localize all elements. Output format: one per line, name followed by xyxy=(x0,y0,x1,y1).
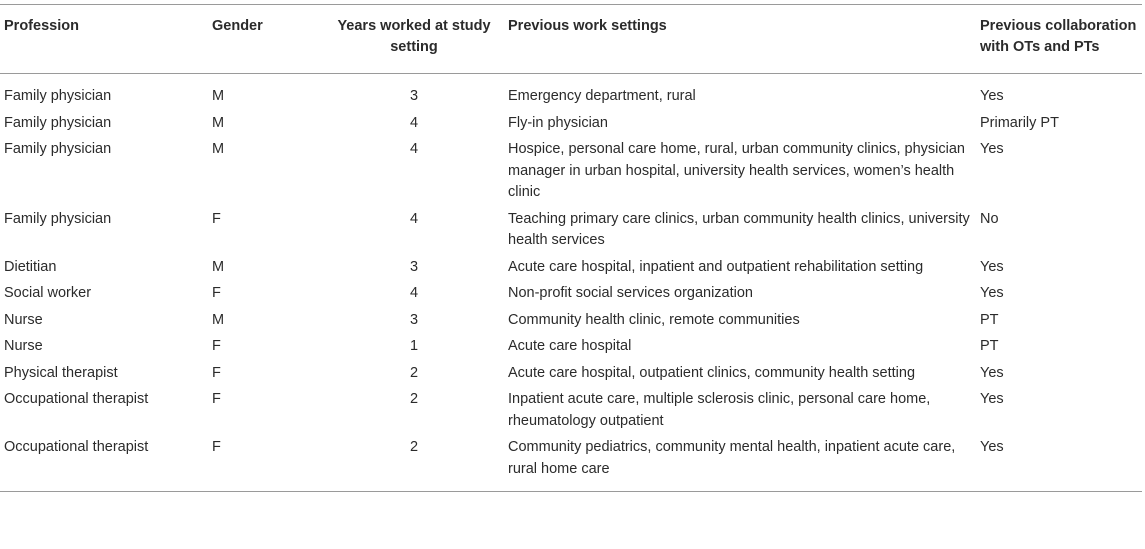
table-row xyxy=(0,336,1142,363)
cell-collaboration: Yes xyxy=(980,88,1004,104)
table-row xyxy=(0,310,1142,337)
cell-settings: Acute care hospital, inpatient and outpatient rehabilitation setting xyxy=(508,258,924,275)
cell-years: 2 xyxy=(409,391,419,407)
cell-profession: Family physician xyxy=(4,141,112,157)
cell-years: 1 xyxy=(409,338,419,354)
cell-profession: Occupational therapist xyxy=(4,439,149,455)
cell-gender: M xyxy=(212,311,225,328)
cell-collaboration: Yes xyxy=(980,258,1004,275)
cell-profession: Family physician xyxy=(4,88,112,104)
table-row xyxy=(0,363,1142,390)
table-header-row xyxy=(0,5,1142,74)
participants-table-container xyxy=(0,4,1142,492)
cell-gender: M xyxy=(212,258,225,275)
header-profession: Profession xyxy=(4,18,79,34)
table-row xyxy=(0,74,1142,113)
cell-profession: Nurse xyxy=(4,311,43,328)
cell-gender: F xyxy=(212,338,221,354)
cell-gender: M xyxy=(212,114,225,131)
cell-settings: Community health clinic, remote communities xyxy=(508,311,800,328)
cell-profession: Family physician xyxy=(4,114,112,131)
cell-profession: Dietitian xyxy=(4,258,57,275)
cell-gender: F xyxy=(212,285,221,301)
cell-gender: F xyxy=(212,210,221,227)
cell-years: 4 xyxy=(409,285,419,301)
cell-settings: Fly-in physician xyxy=(508,114,608,131)
cell-years: 3 xyxy=(409,88,419,104)
cell-profession: Family physician xyxy=(4,210,112,227)
cell-profession: Social worker xyxy=(4,285,92,301)
cell-years: 4 xyxy=(409,114,419,131)
cell-settings: Hospice, personal care home, rural, urban community clinics, physician manager in urban hospital, university health services, women’s health clinic xyxy=(508,141,965,200)
table-row xyxy=(0,389,1142,437)
cell-settings: Community pediatrics, community mental health, inpatient acute care, rural home care xyxy=(508,439,956,477)
cell-profession: Occupational therapist xyxy=(4,391,149,407)
cell-collaboration: Yes xyxy=(980,391,1004,407)
cell-collaboration: Yes xyxy=(980,439,1004,455)
table-row xyxy=(0,139,1142,209)
table-row xyxy=(0,283,1142,310)
cell-settings: Acute care hospital xyxy=(508,338,632,354)
participants-table xyxy=(0,4,1142,492)
table-body xyxy=(0,74,1142,492)
table-row xyxy=(0,113,1142,140)
cell-settings: Teaching primary care clinics, urban community health clinics, university health services xyxy=(508,210,970,248)
cell-gender: F xyxy=(212,391,221,407)
cell-gender: M xyxy=(212,141,225,157)
cell-years: 3 xyxy=(409,311,419,328)
header-collaboration: Previous collaboration with OTs and PTs xyxy=(980,18,1137,55)
header-years: Years worked at study setting xyxy=(337,18,491,55)
header-gender: Gender xyxy=(212,18,263,34)
table-row xyxy=(0,437,1142,492)
cell-gender: F xyxy=(212,439,221,455)
cell-collaboration: Yes xyxy=(980,364,1004,381)
cell-years: 2 xyxy=(409,439,419,455)
cell-collaboration: PT xyxy=(980,311,999,328)
table-row xyxy=(0,257,1142,284)
cell-years: 4 xyxy=(409,210,419,227)
cell-profession: Nurse xyxy=(4,338,43,354)
cell-settings: Inpatient acute care, multiple sclerosis clinic, personal care home, rheumatology outpatient xyxy=(508,391,931,429)
cell-collaboration: No xyxy=(980,210,999,227)
cell-years: 2 xyxy=(409,364,419,381)
cell-settings: Emergency department, rural xyxy=(508,88,696,104)
cell-gender: M xyxy=(212,88,225,104)
cell-settings: Non-profit social services organization xyxy=(508,285,753,301)
cell-collaboration: Yes xyxy=(980,285,1004,301)
cell-years: 3 xyxy=(409,258,419,275)
cell-collaboration: PT xyxy=(980,338,999,354)
table-row xyxy=(0,209,1142,257)
header-settings: Previous work settings xyxy=(508,18,667,34)
cell-years: 4 xyxy=(409,141,419,157)
cell-gender: F xyxy=(212,364,221,381)
cell-collaboration: Primarily PT xyxy=(980,114,1059,131)
cell-settings: Acute care hospital, outpatient clinics, community health setting xyxy=(508,364,916,381)
cell-collaboration: Yes xyxy=(980,141,1004,157)
cell-profession: Physical therapist xyxy=(4,364,118,381)
